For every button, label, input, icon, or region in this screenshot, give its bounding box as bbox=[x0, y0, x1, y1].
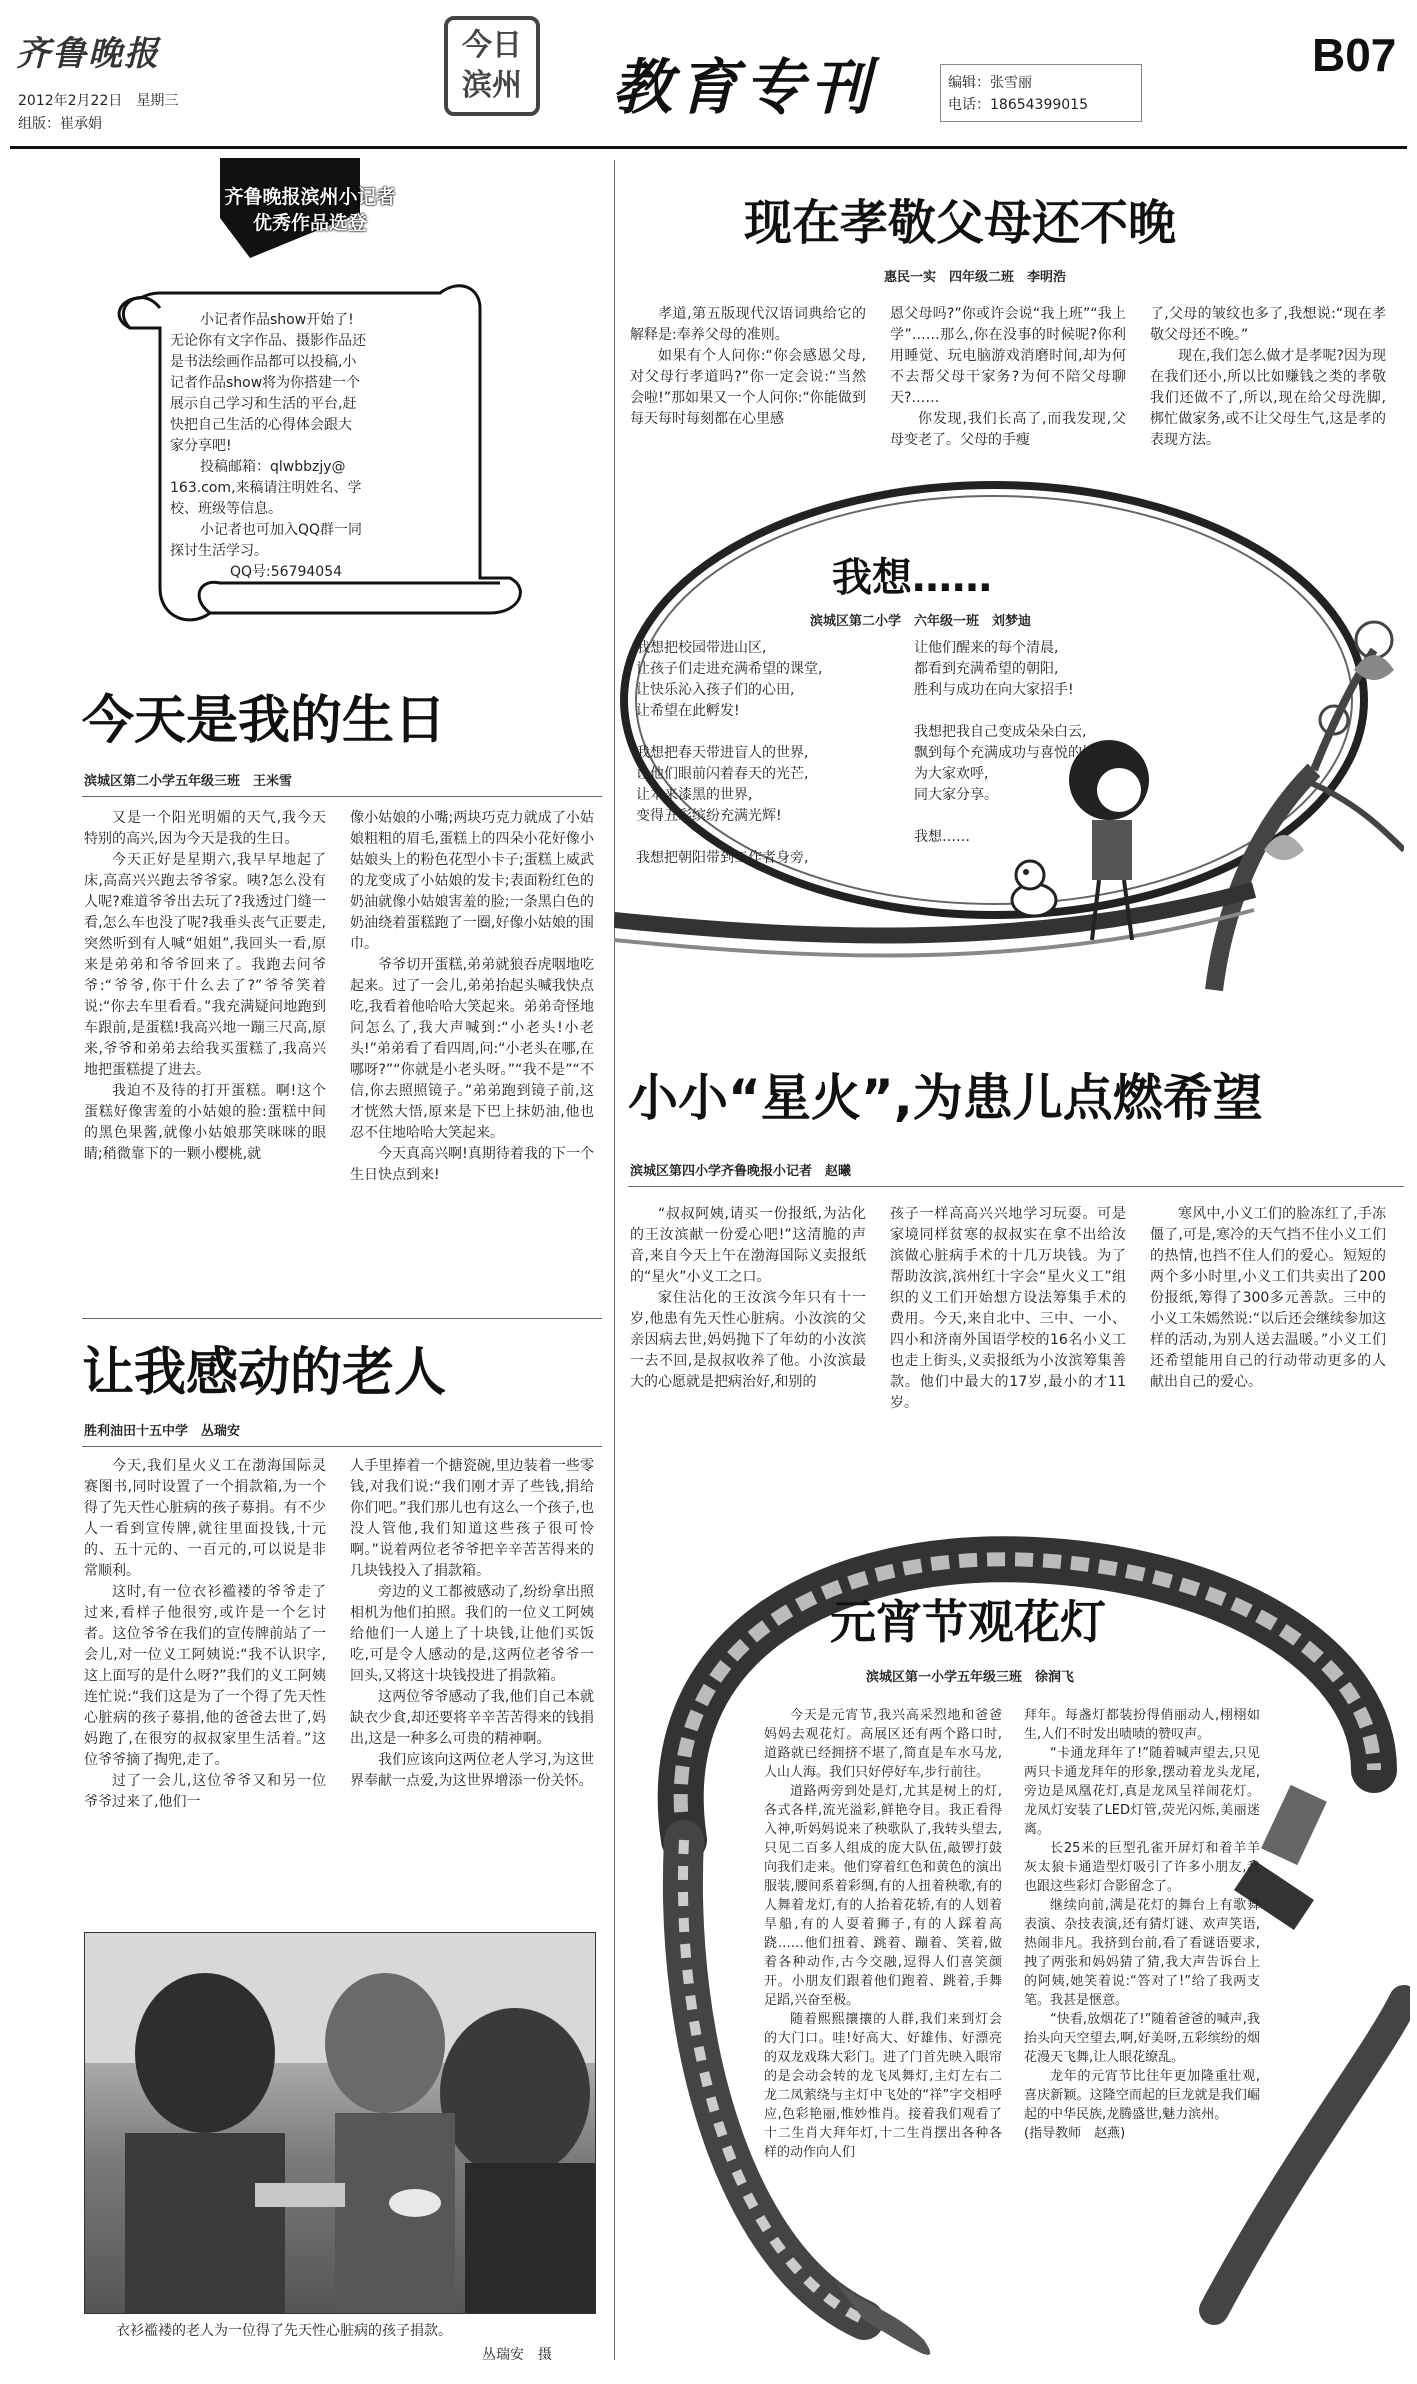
editor-phone: 电话：18654399015 bbox=[948, 97, 1088, 113]
paragraph: 长25米的巨型孔雀开屏灯和着羊羊灰太狼卡通造型灯吸引了许多小朋友,我也跟这些彩灯合影留念了。 bbox=[1024, 1841, 1260, 1894]
paragraph: 今天,我们星火义工在渤海国际灵赛图书,同时设置了一个捐款箱,为一个得了先天性心脏病的孩子募捐。有不少人一看到宣传牌,就往里面投钱,十元的、五十元的、一百元的,可以说是非常顺利。 bbox=[84, 1458, 326, 1579]
wish-line bbox=[636, 827, 886, 848]
birthday-col-2 bbox=[350, 808, 594, 1186]
scroll-line: 小记者作品show开始了! bbox=[200, 312, 354, 328]
wish-line: 让本来漆黑的世界, bbox=[636, 787, 753, 803]
paragraph: 旁边的义工都被感动了,纷纷拿出照相机为他们拍照。我们的一位义工阿姨给他们一人递上了十块钱,让他们买饭吃,可是令人感动的是,这两位老爷爷一回头,又将这十块钱投进了捐款箱。 bbox=[350, 1584, 594, 1684]
wish-line: 我想把朝阳带到工作者身旁, bbox=[636, 850, 809, 866]
page-number: B07 bbox=[1312, 29, 1397, 81]
lantern-panel bbox=[614, 1440, 1410, 2380]
scroll-line: 163.com,来稿请注明姓名、学 bbox=[170, 480, 362, 496]
birthday-bottom-rule bbox=[82, 1318, 602, 1319]
dragon-swirl-decoration bbox=[614, 1440, 1410, 2380]
paragraph: 这时,有一位衣衫褴褛的爷爷走了过来,看样子他很穷,或许是一个乞讨者。这位爷爷在我们的宣传牌前站了一会儿,对一位义工阿姨说:“我不认识字,这上面写的是什么呀?”我们的义工阿姨连忙说:“我们这是为了一个得了先天性心脏病的孩子募捐,他的爸爸去世了,妈妈跑了,在很穷的叔叔家里生活着。”这位爷爷摘了掏兜,走了。 bbox=[84, 1584, 326, 1768]
paragraph: 如果有个人问你:“你会感恩父母,对父母行孝道吗?”你一定会说:“当然会啦!”那如果又一个人问你:“你能做到每天每时每刻都在心里感 bbox=[630, 348, 866, 427]
paragraph: “叔叔阿姨,请买一份报纸,为沾化的王汝滨献一份爱心吧!”这清脆的声音,来自今天上午在渤海国际义卖报纸的“星火”小义工之口。 bbox=[630, 1206, 866, 1285]
spark-byline-rule bbox=[628, 1186, 1404, 1187]
wish-line: 飘到每个充满成功与喜悦的地方, bbox=[914, 745, 1115, 761]
masthead-rule bbox=[10, 146, 1407, 149]
photo-credit: 丛瑞安 摄 bbox=[482, 2347, 552, 2363]
paragraph: 人手里捧着一个搪瓷碗,里边装着一些零钱,对我们说:“我们刚才弄了些钱,捐给你们吧。”我们那儿也有这么一个孩子,也没人管他,我们知道这些孩子很可怜啊。”说着两位老爷爷把辛辛苦苦得来的几块钱投入了捐款箱。 bbox=[350, 1458, 594, 1579]
oldman-col-2 bbox=[350, 1456, 594, 1792]
paragraph: 你发现,我们长高了,而我发现,父母变老了。父母的手瘦 bbox=[890, 411, 1126, 448]
wish-line: 让孩子们走进充满希望的课堂, bbox=[636, 661, 823, 677]
paragraph: 现在,我们怎么做才是孝呢?因为现在我们还小,所以比如赚钱之类的孝敬我们还做不了,所以,现在给父母洗脚,梆忙做家务,或不让父母生气,这是孝的表现方法。 bbox=[1150, 348, 1386, 448]
wish-line bbox=[914, 806, 1164, 827]
paragraph: 孩子一样高高兴兴地学习玩耍。可是家境同样贫寒的叔叔实在拿不出给汝滨做心脏病手术的十几万块钱。为了帮助汝滨,滨州红十字会“星火义工”组织的义工们开始想方设法筹集手术的费用。今天,来自北中、三中、一小、四小和济南外国语学校的16名小义工也走上街头,义卖报纸为小汝滨筹集善款。他们中最大的17岁,最小的才11岁。 bbox=[890, 1206, 1126, 1411]
lantern-byline: 滨城区第一小学五年级三班 徐润飞 bbox=[866, 1670, 1075, 1685]
masthead bbox=[0, 0, 1417, 150]
seal-stamp bbox=[444, 16, 540, 116]
filial-col-3 bbox=[1150, 304, 1386, 451]
scroll-line: 校、班级等信息。 bbox=[170, 501, 282, 517]
filial-col-2 bbox=[890, 304, 1126, 451]
lantern-col-2 bbox=[1024, 1706, 1260, 2143]
scroll-line: 是书法绘画作品都可以投稿,小 bbox=[170, 354, 357, 370]
promo-banner bbox=[210, 158, 396, 258]
lantern-col-1 bbox=[764, 1706, 1002, 2162]
scroll-line: 展示自己学习和生活的平台,赶 bbox=[170, 396, 357, 412]
spark-col-2 bbox=[890, 1204, 1126, 1414]
section-title: 教育专刊 bbox=[612, 53, 876, 123]
paragraph: 寒风中,小义工们的脸冻红了,手冻僵了,可是,寒冷的天气挡不住小义工们的热情,也挡不住人们的爱心。短短的两个多小时里,小义工们共卖出了200份报纸,筹得了300多元善款。三中的小义工朱嫣然说:“以后还会继续参加这样的活动,为别人送去温暖。”小义工们还希望能用自己的行动带动更多的人献出自己的爱心。 bbox=[1150, 1206, 1386, 1390]
wish-line bbox=[636, 722, 886, 743]
birthday-title: 今天是我的生日 bbox=[82, 691, 447, 751]
birthday-byline: 滨城区第二小学五年级三班 王米雪 bbox=[84, 774, 293, 789]
paragraph: 继续向前,满是花灯的舞台上有歌舞表演、杂技表演,还有猜灯谜、欢声笑语,热闹非凡。我挤到台前,看了看谜语要求,拽了两张和妈妈猜了猜,我大声告诉台上的阿姨,她笑着说:“答对了!”给了我两支笔。我甚是惬意。 bbox=[1024, 1898, 1260, 2008]
paragraph: “卡通龙拜年了!”随着喊声望去,只见两只卡通龙拜年的形象,摆动着龙头龙尾,旁边是凤凰花灯,真是龙凤呈祥闹花灯。龙凤灯安装了LED灯管,荧光闪烁,美丽迷离。 bbox=[1024, 1746, 1260, 1837]
photo-illustration bbox=[85, 1933, 595, 2313]
photo-caption: 衣衫褴褛的老人为一位得了先天性心脏病的孩子捐款。 bbox=[116, 2323, 452, 2339]
wish-line: 我想把我自己变成朵朵白云, bbox=[914, 724, 1087, 740]
wish-line: 我想把校园带进山区, bbox=[636, 640, 767, 656]
scroll-line: 快把自己生活的心得体会跟大 bbox=[170, 417, 352, 433]
scroll-line: 小记者也可加入QQ群一同 bbox=[200, 522, 363, 538]
wish-line: 同大家分享。 bbox=[914, 787, 998, 803]
wish-right-text bbox=[914, 638, 1164, 848]
birthday-col-1 bbox=[84, 808, 326, 1165]
paragraph: “快看,放烟花了!”随着爸爸的喊声,我抬头向天空望去,啊,好美呀,五彩缤纷的烟花漫天飞舞,让人眼花缭乱。 bbox=[1024, 2012, 1260, 2065]
oldman-byline-rule bbox=[82, 1446, 602, 1447]
wish-line: 变得五彩缤纷充满光辉! bbox=[636, 808, 782, 824]
wish-line: 我想…… bbox=[914, 829, 970, 845]
scroll-line: QQ号:56794054 bbox=[230, 564, 343, 580]
wish-line: 胜利与成功在向大家招手! bbox=[914, 682, 1074, 698]
paragraph: 像小姑娘的小嘴;两块巧克力就成了小姑娘粗粗的眉毛,蛋糕上的四朵小花好像小姑娘头上的粉色花型小卡子;蛋糕上威武的龙变成了小姑娘的发卡;表面粉红色的奶油就像小姑娘害羞的脸;一条黑白色的奶油绕着蛋糕跑了一圈,好像小姑娘的围巾。 bbox=[350, 810, 594, 952]
paragraph: 今天真高兴啊!真期待着我的下一个生日快点到来! bbox=[350, 1146, 594, 1183]
paragraph: 今天是元宵节,我兴高采烈地和爸爸妈妈去观花灯。高展区还有两个路口时,道路就已经拥挤不堪了,简直是车水马龙,人山人海。我们只好停好车,步行前往。 bbox=[764, 1708, 1002, 1780]
paragraph: 恩父母吗?”你或许会说“我上班”“我上学”……那么,你在没事的时候呢?你利用睡觉、玩电脑游戏消磨时间,却为何不去帮父母干家务?为何不陪父母聊天?…… bbox=[890, 306, 1126, 406]
advisor-note: (指导教师 赵燕) bbox=[1024, 2126, 1126, 2141]
spark-title: 小小“星火”,为患儿点燃希望 bbox=[628, 1069, 1263, 1127]
editor-group: 组版：崔承娟 bbox=[18, 116, 102, 132]
wish-line: 让快乐沁入孩子们的心田, bbox=[636, 682, 795, 698]
scroll-line: 投稿邮箱：qlwbbzjy@ bbox=[200, 459, 346, 475]
editor-name: 编辑：张雪丽 bbox=[948, 75, 1032, 91]
filial-byline: 惠民一实 四年级二班 李明浩 bbox=[884, 270, 1067, 285]
paragraph: 龙年的元宵节比往年更加隆重壮观,喜庆新颖。这隆空而起的巨龙就是我们崛起的中华民族,龙腾盛世,魅力滨州。 bbox=[1024, 2069, 1260, 2122]
paragraph: 道路两旁到处是灯,尤其是树上的灯,各式各样,流光溢彩,鲜艳夺目。我正看得入神,听妈妈说来了秧歌队了,我转头望去,只见二百多人组成的庞大队伍,敲锣打鼓向我们走来。他们穿着红色和黄色的演出服装,腰间系着彩绸,有的人扭着秧歌,有的人舞着龙灯,有的人抬着花轿,有的人划着旱船,有的人耍着狮子,有的人踩着高跷……他们扭着、跳着、蹦着、笑着,做着各种动作,古今交融,逗得人们喜笑颜开。小朋友们跟着他们跑着、跳着,手舞足蹈,兴奋至极。 bbox=[764, 1784, 1002, 2008]
oldman-photo bbox=[84, 1932, 596, 2314]
promo-banner-line2: 优秀作品选登 bbox=[252, 212, 367, 234]
lantern-title: 元宵节观花灯 bbox=[830, 1595, 1106, 1649]
promo-scroll bbox=[100, 268, 540, 648]
wish-line: 为大家欢呼, bbox=[914, 766, 989, 782]
wish-line bbox=[914, 701, 1164, 722]
spark-byline: 滨城区第四小学齐鲁晚报小记者 赵曦 bbox=[630, 1164, 852, 1179]
wish-line: 让他们醒来的每个清晨, bbox=[914, 640, 1059, 656]
promo-banner-line1: 齐鲁晚报滨州小记者 bbox=[224, 186, 396, 208]
scroll-line: 家分享吧! bbox=[170, 438, 232, 454]
paragraph: 过了一会儿,这位爷爷又和另一位爷爷过来了,他们一 bbox=[84, 1773, 326, 1810]
paragraph: 了,父母的皱纹也多了,我想说:“现在孝敬父母还不晚。” bbox=[1150, 306, 1386, 343]
paragraph: 孝道,第五版现代汉语词典给它的解释是:奉养父母的准则。 bbox=[630, 306, 866, 343]
wish-line: 让希望在此孵发! bbox=[636, 703, 740, 719]
paragraph: 这两位爷爷感动了我,他们自己本就缺衣少食,却还要将辛辛苦苦得来的钱捐出,这是一种多么可贵的精神啊。 bbox=[350, 1689, 594, 1747]
paragraph: 我迫不及待的打开蛋糕。啊!这个蛋糕好像害羞的小姑娘的脸:蛋糕中间的黑色果酱,就像小姑娘那笑咪咪的眼睛;稍微靠下的一颗小樱桃,就 bbox=[84, 1083, 326, 1162]
scroll-line: 无论你有文字作品、摄影作品还 bbox=[170, 333, 366, 349]
oldman-col-1 bbox=[84, 1456, 326, 1813]
oldman-byline: 胜利油田十五中学 丛瑞安 bbox=[84, 1424, 241, 1439]
birthday-byline-rule bbox=[82, 796, 602, 797]
oldman-title: 让我感动的老人 bbox=[82, 1343, 447, 1403]
wish-line: 让他们眼前闪着春天的光芒, bbox=[636, 766, 809, 782]
wish-panel bbox=[614, 470, 1404, 1030]
paragraph: 我们应该向这两位老人学习,为这世界奉献一点爱,为这世界增添一份关怀。 bbox=[350, 1752, 594, 1789]
paragraph: 又是一个阳光明媚的天气,我今天特别的高兴,因为今天是我的生日。 bbox=[84, 810, 326, 847]
filial-title: 现在孝敬父母还不晚 bbox=[744, 195, 1177, 251]
paragraph: 今天正好是星期六,我早早地起了床,高高兴兴跑去爷爷家。咦?怎么没有人呢?难道爷爷出去玩了?我透过门缝一看,怎么车也没了呢?我垂头丧气正要走,突然听到有人喊“姐姐”,我回头一看,原来是弟弟和爷爷回来了。我跑去问爷爷:“爷爷,你干什么去了?”爷爷笑着说:“你去车里看看。”我充满疑问地跑到车跟前,是蛋糕!我高兴地一蹦三尺高,原来,爷爷和弟弟去给我买蛋糕了,我高兴地把蛋糕提了进去。 bbox=[84, 852, 326, 1078]
wish-line: 我想把春天带进盲人的世界, bbox=[636, 745, 809, 761]
wish-left-text bbox=[636, 638, 886, 869]
paragraph: 爷爷切开蛋糕,弟弟就狼吞虎咽地吃起来。过了一会儿,弟弟抬起头喊我快点吃,我看着他哈哈大笑起来。弟弟奇怪地问怎么了,我大声喊到:“小老头!小老头!”弟弟看了看四周,问:“小老头在哪,在哪呀?”“你就是小老头呀。”“我不是”“不信,你去照照镜子。”弟弟跑到镜子前,这才恍然大悟,原来是下巴上抹奶油,他也忍不住地哈哈大笑起来。 bbox=[350, 957, 594, 1141]
paragraph: 家住沾化的王汝滨今年只有十一岁,他患有先天性心脏病。小汝滨的父亲因病去世,妈妈抛下了年幼的小汝滨一去不回,是叔叔收养了他。小汝滨最大的心愿就是把病治好,和别的 bbox=[630, 1290, 866, 1390]
wish-title: 我想…… bbox=[832, 555, 992, 601]
scroll-text bbox=[170, 310, 470, 583]
seal-text: 今日滨州 bbox=[462, 28, 522, 103]
paper-logo: 齐鲁晚报 bbox=[16, 34, 160, 74]
scroll-line: 记者作品show将为你搭建一个 bbox=[170, 375, 361, 391]
spark-col-1 bbox=[630, 1204, 866, 1393]
paragraph: 拜年。每盏灯都装扮得俏丽动人,栩栩如生,人们不时发出啧啧的赞叹声。 bbox=[1024, 1708, 1260, 1742]
filial-col-1 bbox=[630, 304, 866, 430]
paragraph: 随着熙熙攘攘的人群,我们来到灯会的大门口。哇!好高大、好雄伟、好漂亮的双龙戏珠大彩门。进了门首先映入眼帘的是会动会转的龙飞凤舞灯,主灯左右二龙二凤萦绕与主灯中飞处的“祥”字交相呼应,色彩艳丽,惟妙惟肖。接着我们观看了十二生肖大拜年灯,十二生肖摆出各种各样的动作向人们 bbox=[764, 2012, 1002, 2160]
spark-col-3 bbox=[1150, 1204, 1386, 1393]
wish-line: 都看到充满希望的朝阳, bbox=[914, 661, 1059, 677]
scroll-line: 探讨生活学习。 bbox=[170, 543, 268, 559]
issue-date: 2012年2月22日 星期三 bbox=[18, 93, 179, 109]
wish-byline: 滨城区第二小学 六年级一班 刘梦迪 bbox=[810, 614, 1032, 629]
